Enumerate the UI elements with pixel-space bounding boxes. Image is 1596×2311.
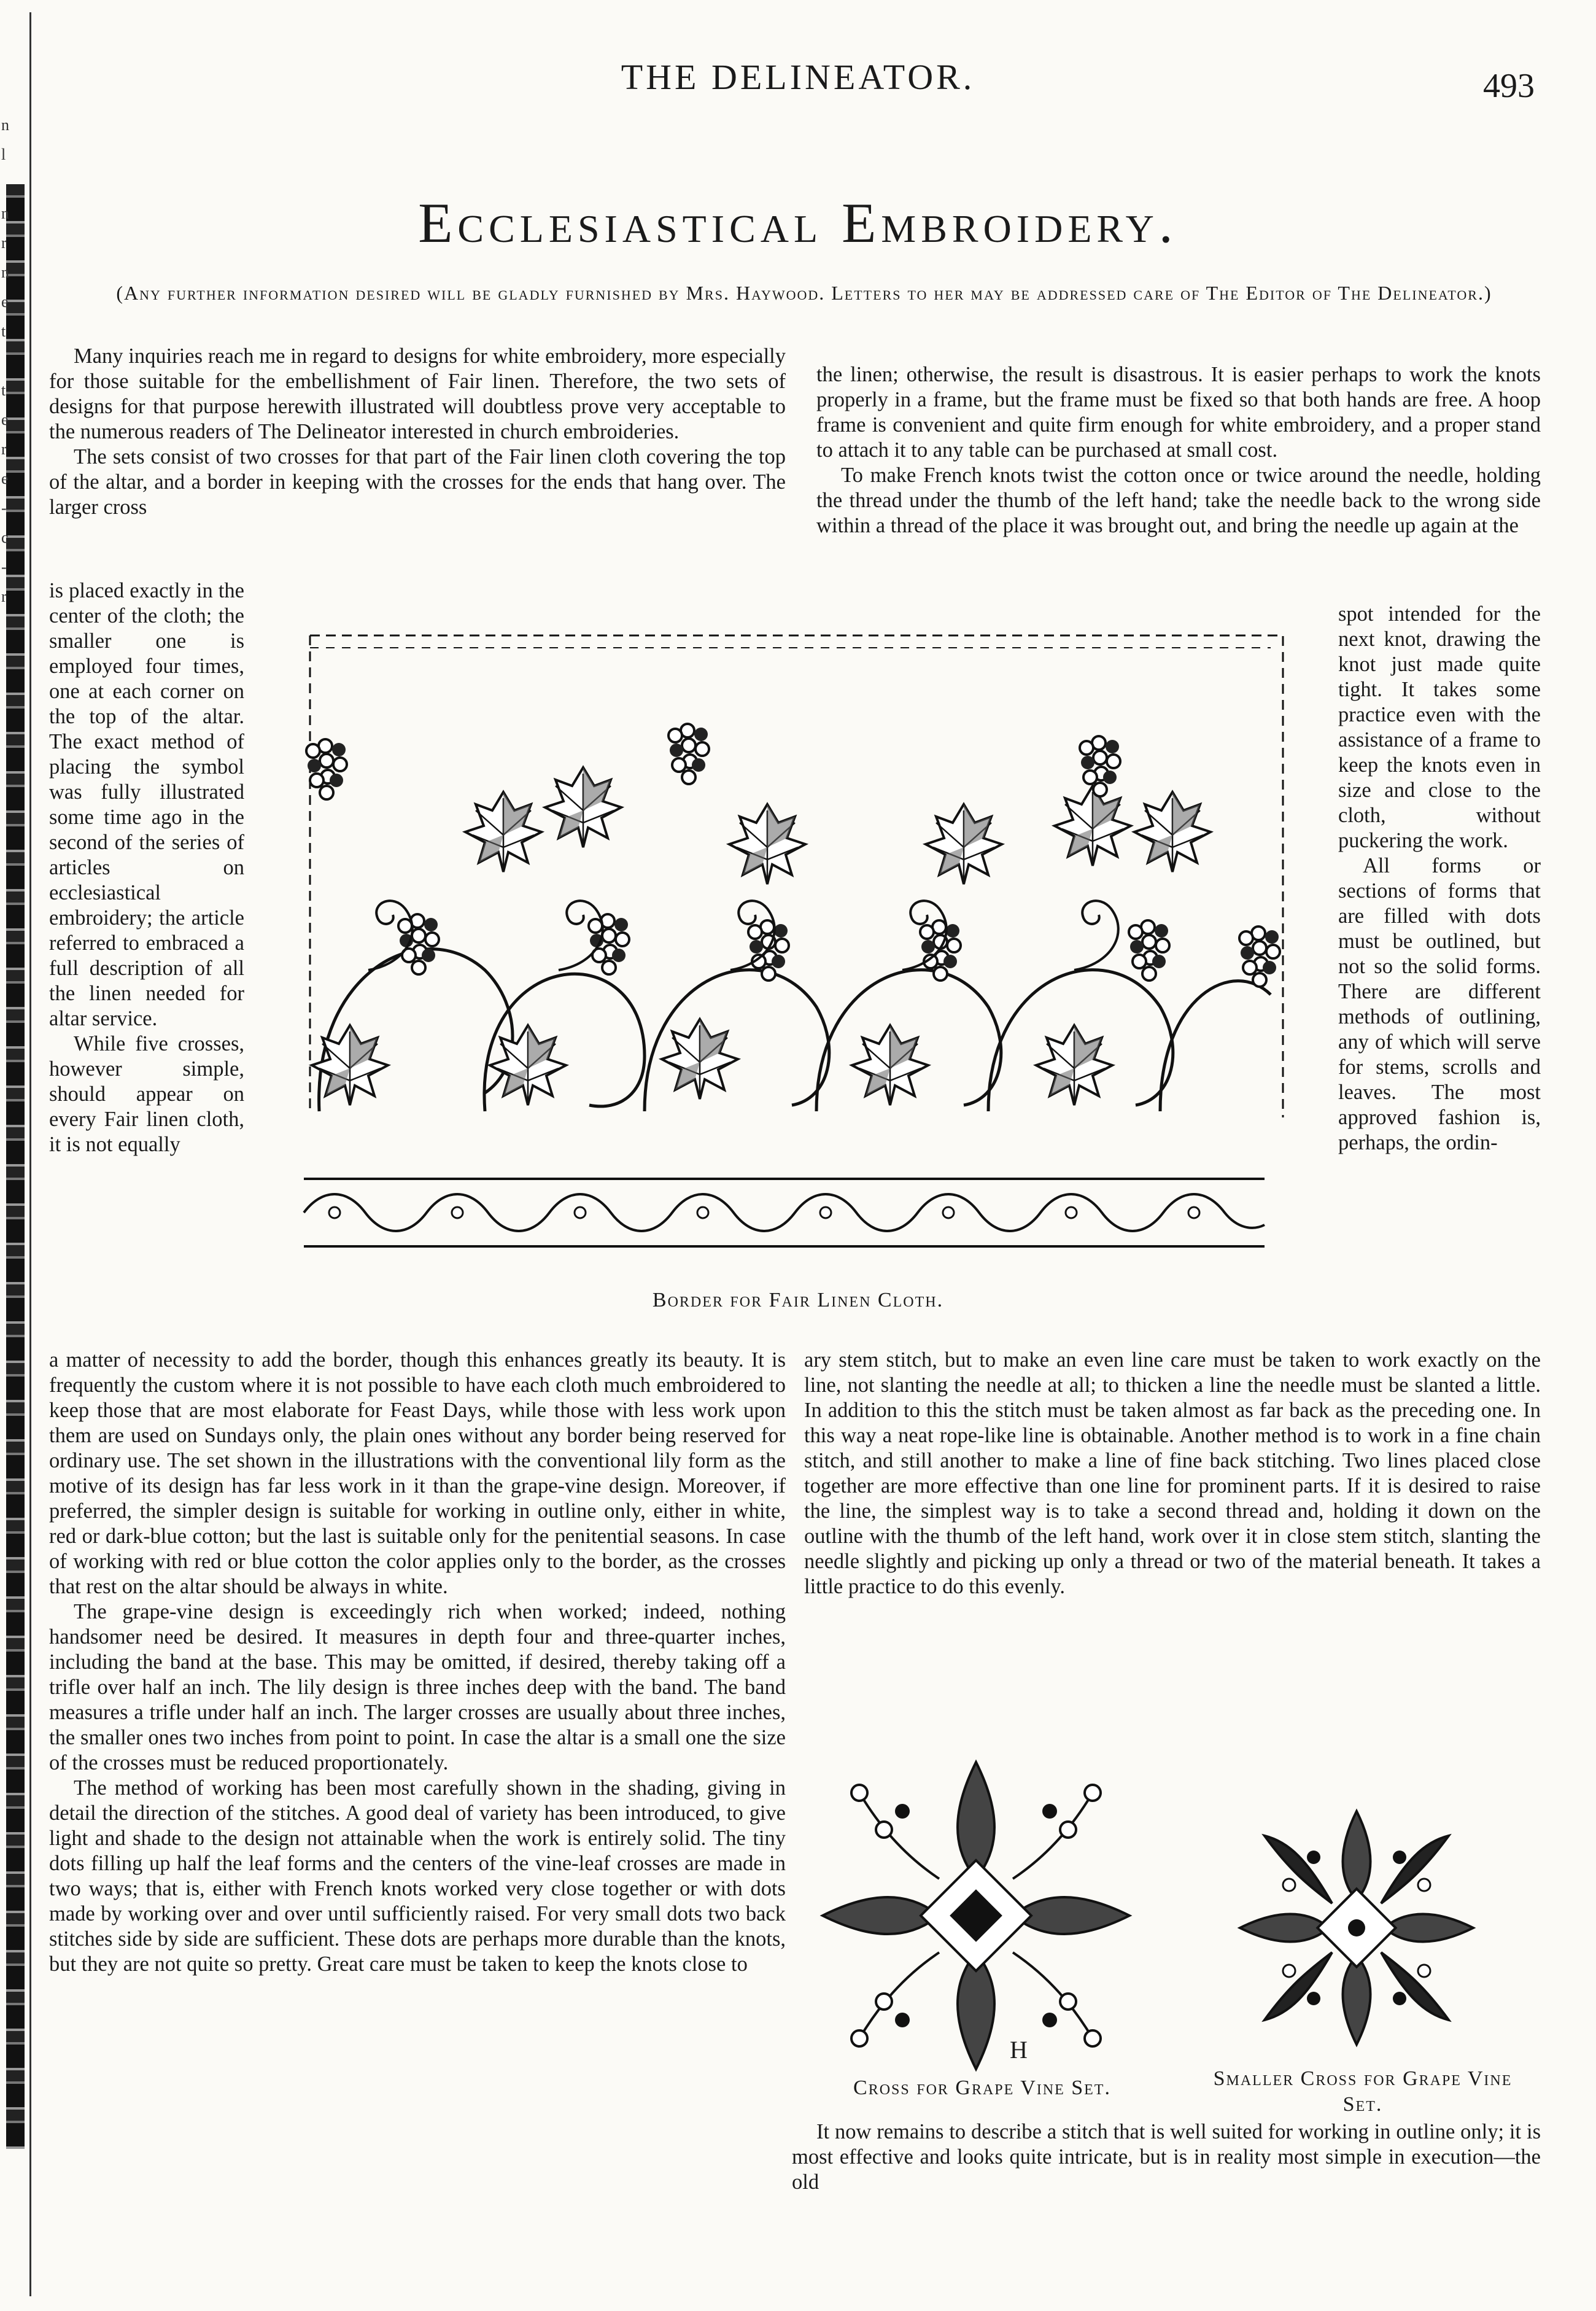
small-cross-caption: Smaller Cross for Grape Vine Set.	[1213, 2067, 1513, 2116]
large-cross-illustration	[804, 1750, 1148, 2081]
border-caption: Border for Fair Linen Cloth.	[652, 1289, 944, 1311]
running-head: THE DELINEATOR.	[621, 57, 975, 97]
paragraph: Many inquiries reach me in regard to designs for white embroidery, more especially for those suitable for the embellishment of Fair linen. Therefore, the two sets of designs for that purpose herewith illustrated will doubtless prove very acceptable to the numerous readers of The Delineator interested in church embroideries.	[49, 344, 786, 443]
monogram-mark: H	[1010, 2036, 1028, 2064]
article-title: Ecclesiastical Embroidery.	[418, 192, 1178, 254]
paragraph: The grape-vine design is exceedingly rich when worked; indeed, nothing handsomer need be desired. It measures in depth four and three-quarter inches, including the band at the base. This may be omitted, if desired, thereby taking off a trifle over half an inch. The lily design is three inches deep with the band. The band measures a trifle under half an inch. The larger crosses are usually about three inches, the smaller ones two inches from point to point. In case the altar is a small one the size of the crosses must be reduced proportionately.	[49, 1600, 786, 1774]
paragraph: The method of working has been most carefully shown in the shading, giving in detail the direction of the stitches. A good deal of variety has been introduced, to give light and shade to the design not attainable when the work is entirely solid. The tiny dots filling up half the leaf forms and the centers of the vine-leaf crosses are made in two ways; that is, either with French knots worked very close together or with dots made by working over and over until sufficiently raised. For very small dots two back stitches side by side are sufficient. These dots are perhaps more durable than the knots, but they are not quite so pretty. Great care must be taken to keep the knots close to	[49, 1776, 786, 1976]
paragraph: ary stem stitch, but to make an even line care must be taken to work exactly on the line, not slanting the needle at all; to thicken a line the needle must be slanted a little. In addition to this the stitch must be taken almost as far back as the preceding one. In this way a neat rope-like line is obtainable. Another method is to work in a fine chain stitch, and still another to make a line of fine back stitching. Two lines placed close together are more effective than one line for prominent parts. If it is desired to raise the line, the simplest way is to take a second thread and, holding it down on the outline with the thumb of the left hand, work over it in close stem stitch, slanting the needle slightly and picking up only a thread or two of the material beneath. It takes a little practice to do this evenly.	[804, 1348, 1541, 1598]
paragraph: The sets consist of two crosses for that part of the Fair linen cloth covering the top of the altar, and a border in keeping with the crosses for the ends that hang over. The larger cross	[49, 445, 786, 519]
paragraph: It now remains to describe a stitch that is well suited for working in outline only; it is most effective and looks quite intricate, but is in reality most simple in execution—the old	[792, 2120, 1541, 2194]
paragraph: the linen; otherwise, the result is disastrous. It is easier perhaps to work the knots properly in a frame, but the frame must be fixed so that both hands are free. A hoop frame is convenient and quite firm enough for white embroidery, and a proper stand to attach it to any table can be purchased at small cost.	[816, 363, 1541, 462]
right-narrow-column	[1338, 602, 1541, 1156]
left-column-bottom	[49, 1348, 786, 1977]
page-edge	[0, 0, 28, 2311]
left-narrow-column	[49, 578, 244, 1157]
right-column-top	[816, 362, 1541, 538]
left-column-top	[49, 344, 786, 520]
small-cross-illustration	[1222, 1799, 1492, 2057]
right-column-bottom	[792, 2119, 1541, 2195]
page-edge-rule	[29, 12, 31, 2296]
paragraph: To make French knots twist the cotton once or twice around the needle, holding the thread under the thumb of the left hand; take the needle back to the wrong side within a thread of the place it was brought out, and bring the needle up again at the	[816, 464, 1541, 537]
edge-fragments: n l n r n e t t e r e - c - r	[1, 116, 9, 605]
paragraph: While five crosses, however simple, should appear on every Fair linen cloth, it is not equally	[49, 1032, 244, 1156]
paragraph: All forms or sections of forms that are filled with dots must be outlined, but not so the solid forms. There are different methods of outlining, any of which will serve for stems, scrolls and leaves. The most approved fashion is, perhaps, the ordin-	[1338, 854, 1541, 1154]
article-subtitle: (Any further information desired will be gladly furnished by Mrs. Haywood. Letters to her may be addressed care of The Editor of The Delineator.)	[116, 282, 1492, 304]
large-cross-caption: Cross for Grape Vine Set.	[853, 2076, 1111, 2099]
paragraph: a matter of necessity to add the border, though this enhances greatly its beauty. It is frequently the custom where it is not possible to have each cloth much embroidered to keep those that are most elaborate for Feast Days, while those with less work upon them are used on Sundays only, the plain ones without any border being reserved for ordinary use. The set shown in the illustrations with the conventional lily form as the motive of its design has far less work in it than the grape-vine design. Moreover, if preferred, the simpler design is suitable for working in outline only, either in white, red or dark-blue cotton; but the last is suitable only for the penitential seasons. In case of working with red or blue cotton the color applies only to the border, as the crosses that rest on the altar should be always in white.	[49, 1348, 786, 1598]
right-column-middle	[804, 1348, 1541, 1599]
paragraph: spot intended for the next knot, drawing the knot just made quite tight. It takes some practice even with the assistance of a frame to keep the knots even in size and close to the cloth, without puckering the work.	[1338, 602, 1541, 852]
page-number: 493	[1483, 67, 1535, 105]
paragraph: is placed exactly in the center of the cloth; the smaller one is employed four times, one at each corner on the top of the altar. The exact method of placing the symbol was fully illustrated some time ago in the second of the series of articles on ecclesiastical embroidery; the article referred to embraced a full description of all the linen needed for altar service.	[49, 579, 244, 1030]
border-illustration	[301, 626, 1295, 1265]
